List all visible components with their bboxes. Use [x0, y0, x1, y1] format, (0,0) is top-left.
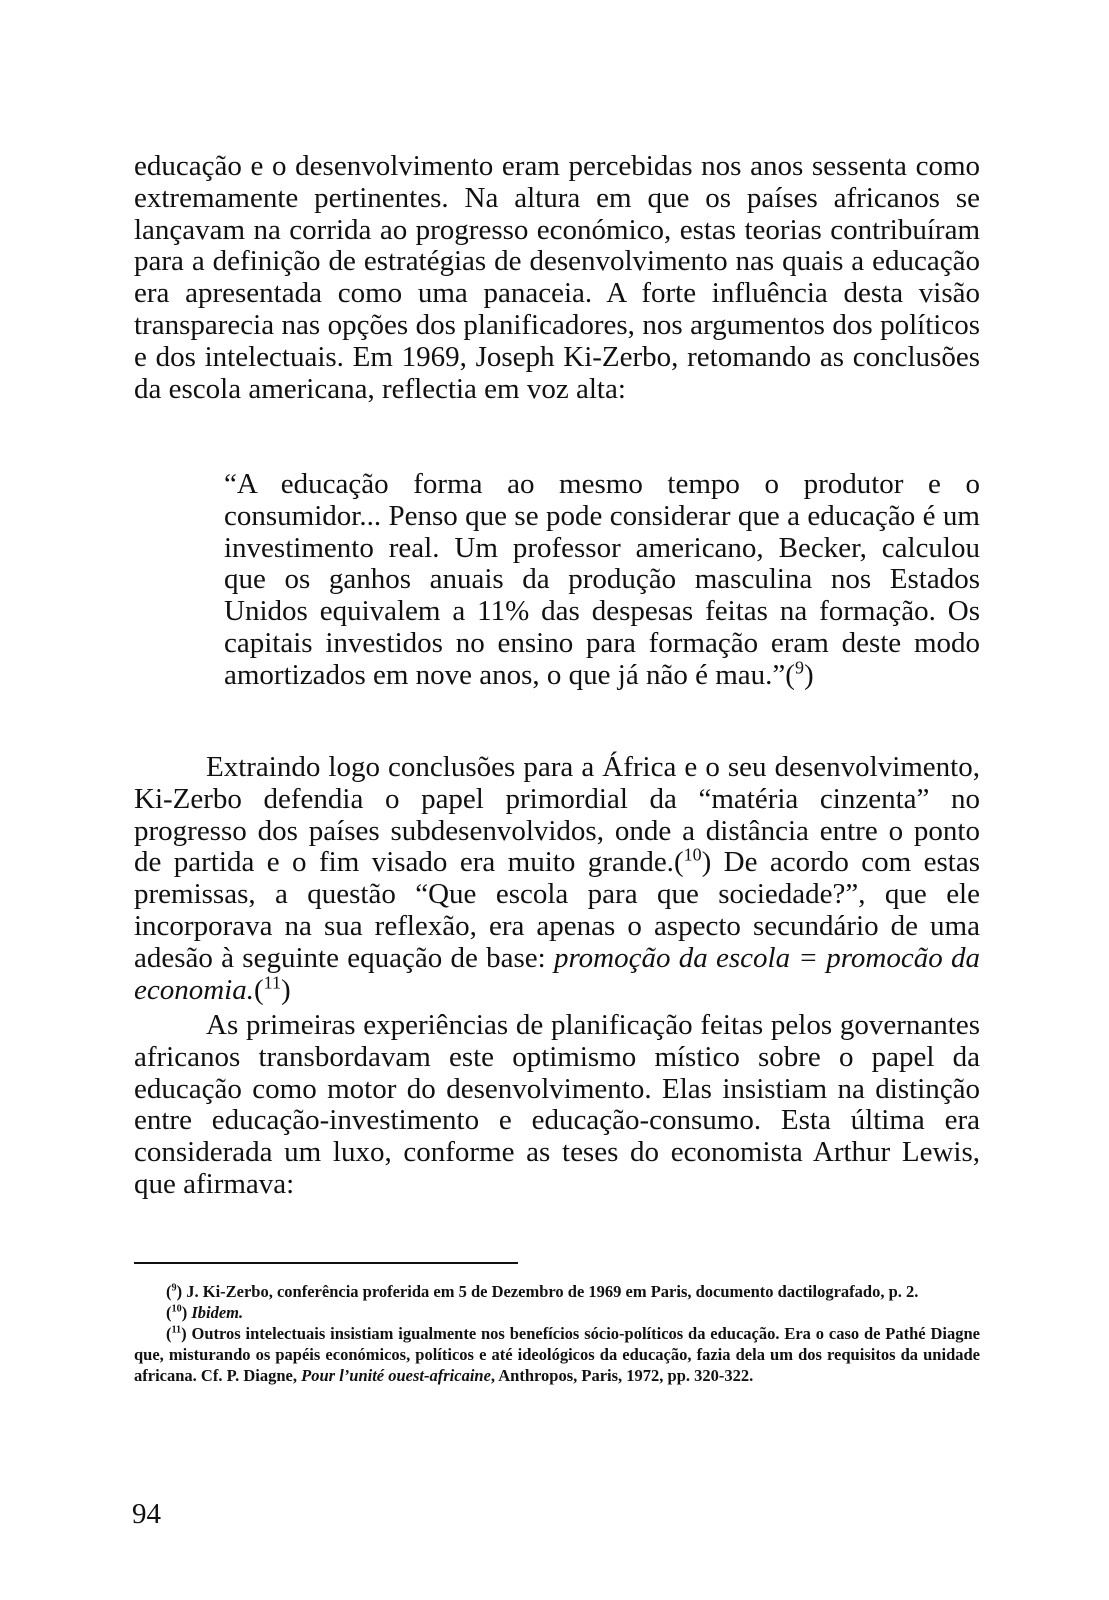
footnote-11-marker: 11	[171, 1324, 182, 1336]
footnote-ref-10[interactable]: 10	[683, 844, 702, 865]
footnote-ref-9[interactable]: 9	[794, 657, 804, 678]
paragraph-1-text: educação e o desenvolvimento eram percebidas nos anos sessenta como extremamente pertinentes. Na altura em que os países africanos se lançavam na corrida ao progresso económico, estas teorias contribuíram para a definição de estratégias de desenvolvimento nas quais a educação era apresentada como uma panaceia. A forte influência desta visão transparecia nas opções dos planificadores, nos argumentos dos políticos e dos intelectuais. Em 1969, Joseph Ki-Zerbo, retomando as conclusões da escola americana, reflectia em voz alta:	[134, 150, 980, 405]
paragraph-2: Extraindo logo conclusões para a África e o seu desenvolvimento, Ki-Zerbo defendia o papel primordial da “matéria cinzenta” no progresso dos países subdesenvolvidos, onde a distância entre o ponto de partida e o fim visado era muito grande.($^{10}$) De acordo com estas premissas, a questão “Que escola para que sociedade?”, que ele incorporava na sua reflexão, era apenas o aspecto secundário de uma adesão à seguinte equação de base: promoção da escola = promocão da economia.($^{11}$)	[134, 751, 981, 1006]
paragraph-1	[134, 151, 980, 405]
footnote-9-text: J. Ki-Zerbo, conferência proferida em 5 de Dezembro de 1969 em Paris, documento dactilografado, p. 2.	[186, 1282, 919, 1301]
footnote-11-text-b: , Anthropos, Paris, 1972, pp. 320-322.	[490, 1366, 754, 1385]
quote-text: “A educação forma ao mesmo tempo o produtor e o consumidor... Penso que se pode considerar que a educação é um investimento real. Um professor americano, Becker, calculou que os ganhos anuais da produção masculina nos Estados Unidos equivalem a 11% das despesas feitas na formação. Os capitais investidos no ensino para formação eram deste modo amortizados em nove anos, o que já não é mau.”	[224, 468, 980, 691]
footnote-10: ($^{10}$) Ibidem.	[166, 1303, 244, 1322]
footnote-10-marker: 10	[171, 1303, 182, 1315]
footnotes	[134, 1281, 980, 1386]
equation: promoção da escola = promocão da economia.	[134, 941, 981, 1006]
footnote-divider	[134, 1262, 518, 1264]
block-quote: “A educação forma ao mesmo tempo o produtor e o consumidor... Penso que se pode considerar que a educação é um investimento real. Um professor americano, Becker, calculou que os ganhos anuais da produção masculina nos Estados Unidos equivalem a 11% das despesas feitas na formação. Os capitais investidos no ensino para formação eram deste modo amortizados em nove anos, o que já não é mau.”($^9$)	[224, 468, 980, 691]
paragraph-2-text-b: De acordo com estas premissas, a questão “Que escola para que sociedade?”, que ele incorporava na sua reflexão, era apenas o aspecto secundário de uma adesão à seguinte equação de base:	[134, 846, 980, 974]
page-number: 94	[132, 1498, 161, 1530]
paragraph-3-text: As primeiras experiências de planificação feitas pelos governantes africanos transbordavam este optimismo místico sobre o papel da educação como motor do desenvolvimento. Elas insistiam na distinção entre educação-investimento e educação-consumo. Esta última era considerada um luxo, conforme as teses do economista Arthur Lewis, que afirmava:	[134, 1009, 980, 1200]
paragraph-3	[134, 1010, 980, 1201]
footnote-10-text: Ibidem.	[191, 1303, 244, 1322]
footnote-11-text-a: Outros intelectuais insistiam igualmente nos benefícios sócio-políticos da educação. Era o caso de Pathé Diagne que, misturando os papéis económicos, políticos e até ideológicos da educação, fazia dela um dos requisitos da unidade africana. Cf. P. Diagne,	[134, 1324, 980, 1385]
footnote-ref-11[interactable]: 11	[263, 971, 281, 992]
footnote-11: ($^{11}$) Outros intelectuais insistiam igualmente nos benefícios sócio-políticos da educação. Era o caso de Pathé Diagne que, misturando os papéis económicos, políticos e até ideológicos da educação, fazia dela um dos requisitos da unidade africana. Cf. P. Diagne, Pour l’unité ouest-africaine, Anthropos, Paris, 1972, pp. 320-322.	[134, 1324, 980, 1385]
footnote-11-title: Pour l’unité ouest-africaine	[301, 1366, 491, 1385]
footnote-9-marker: 9	[171, 1282, 177, 1294]
footnote-9: ($^9$) J. Ki-Zerbo, conferência proferida em 5 de Dezembro de 1969 em Paris, documento dactilografado, p. 2.	[166, 1282, 919, 1301]
paragraph-2-text-a: Extraindo logo conclusões para a África e o seu desenvolvimento, Ki-Zerbo defendia o papel primordial da “matéria cinzenta” no progresso dos países subdesenvolvidos, onde a distância entre o ponto de partida e o fim visado era muito grande.	[134, 751, 980, 879]
